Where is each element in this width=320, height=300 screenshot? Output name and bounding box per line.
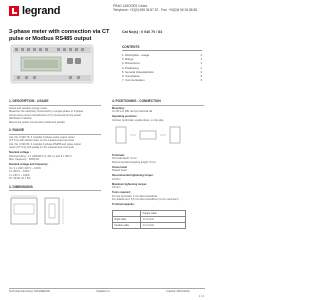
company-address — [113, 4, 209, 12]
contents-item[interactable]: 6. Compliance 3 — [122, 74, 202, 79]
subheading: Terminal capacity: — [112, 203, 135, 207]
paragraph-line: Slotted head — [112, 169, 127, 173]
contents-heading: CONTENTS — [122, 45, 140, 49]
paragraph-line: Cat. No. 0 046 84: 4 modular 3-phase RS485 and pulse output — [9, 142, 81, 146]
paragraph-line: Max. frequency : 50/60 Hz — [9, 158, 40, 162]
footer-divider — [9, 288, 205, 289]
paragraph-line: 3 x 230 V ~ ±20% — [9, 173, 30, 177]
paragraph-line: distribution network. — [9, 117, 33, 121]
contents-item[interactable]: 4. Positioning 1 — [122, 65, 202, 70]
brand-name: legrand — [22, 5, 61, 17]
legrand-logo-icon — [9, 6, 19, 16]
paragraph-line: Un: 3 x 230 / 400 V ~ ±20% — [9, 166, 41, 170]
table-cell: Flexible cable — [113, 222, 141, 228]
contents-item[interactable]: 7. Communication 3 — [122, 78, 202, 83]
divider — [9, 134, 101, 135]
section-heading: 2. RANGE — [9, 128, 25, 133]
contents-list — [122, 53, 202, 82]
document-title: 3-phase meter with connection via CT pulse or Modbus RS485 output — [9, 29, 110, 42]
table-cell: 1 to 6 mm² — [141, 216, 186, 222]
subheading: Mounting: — [112, 106, 125, 110]
subheading: Terminals: — [112, 153, 125, 157]
contents-item[interactable]: 2. Range 1 — [122, 57, 202, 62]
paragraph-line: Terminal depth: 6 mm — [112, 157, 137, 161]
table-row — [113, 222, 186, 228]
contents-item[interactable]: 5. General characteristics 2 — [122, 69, 202, 74]
subheading: Recommended tightening torque: — [112, 174, 154, 178]
subheading: Nominal voltage : — [9, 151, 31, 155]
dimensions-drawing — [9, 194, 71, 228]
paragraph-line: Nominal rating : 3 x 230/400 V (L-N/L-L) and 3 x 400 V — [9, 154, 72, 158]
positioning-diagram — [112, 124, 192, 146]
paragraph-line: Active and reactive energy meter. — [9, 106, 48, 110]
paragraph-line: For the terminals: 3 mm flat screwdriver — [112, 194, 158, 198]
contents-item[interactable]: 1. Description - usage 1 — [122, 53, 202, 57]
subheading: Maximum tightening torque: — [112, 182, 147, 186]
divider — [9, 190, 101, 191]
section-heading: 3. DIMENSIONS — [9, 184, 33, 189]
paragraph-line: (CT 5 A) with partial meter on the measurement terminal. — [9, 139, 75, 143]
left-column — [9, 97, 101, 233]
footer-created: Created: 08/12/2012 — [166, 290, 190, 293]
paragraph-line: Cat. No. 0 046 70: 4 modular 3-phase pulse output meter — [9, 135, 75, 139]
divider — [122, 50, 202, 51]
paragraph-line: Fn: 50-60 Hz ± 5% — [9, 177, 31, 181]
contents-item[interactable]: 3. Dimensions 1 — [122, 61, 202, 66]
subheading: Nominal voltage and frequency: — [9, 163, 49, 167]
section-heading: 4. POSITIONING - CONNECTION — [112, 99, 161, 103]
paragraph-line: Recommended stripping length: 8 mm — [112, 160, 156, 164]
section-heading: 1. DESCRIPTION - USAGE — [9, 99, 49, 103]
company-line: Telephone: +33(0) 555 06 87 87 - Fax: +33(0)5 55 06 88 88 — [113, 8, 197, 12]
table-cell: 1 to 4 mm² — [141, 222, 186, 228]
table-header-cell: Copper cable — [141, 210, 186, 216]
legrand-logo — [9, 5, 60, 17]
right-column — [112, 97, 204, 229]
subheading: Tools required: — [112, 191, 131, 195]
company-line: PRAD LIMOGES Cedex — [113, 4, 148, 8]
divider — [9, 105, 101, 106]
paragraph-line: 0.6 Nm — [112, 186, 121, 190]
paragraph-line: For attachment: 5.5 mm flat screwdriver (4 mm maximum) — [112, 198, 179, 202]
paragraph-line: On 35 mm DIN rail symmetrical rail — [112, 110, 153, 114]
terminal-capacity-table — [112, 210, 186, 229]
paragraph-line: 0.5 Nm — [112, 177, 121, 181]
meter-product-image — [9, 44, 101, 85]
paragraph-line: Vertical, horizontal, upside down, on the side — [112, 118, 164, 122]
paragraph-line: Meters the power consumption (total and partial). — [9, 120, 66, 124]
page-number: 1 / 3 — [198, 295, 204, 298]
table-cell: Rigid cable — [113, 216, 141, 222]
paragraph-line: circuit using current transformers (CT) connected on the power — [9, 113, 82, 117]
footer-datasheet-ref: Technical data sheet: F01909EN/00 — [9, 290, 51, 293]
divider — [112, 105, 204, 106]
subheading: Screw head: — [112, 165, 128, 169]
paragraph-line: meter (CT 5 A) with partial on the measurement terminal. — [9, 146, 75, 150]
catalogue-number: Cat No(s) : 0 046 70 / 84 — [122, 30, 163, 34]
subheading: Operating positions: — [112, 115, 138, 119]
paragraph-line: Measures the electricity consumed by a single-phase or 3-phase — [9, 110, 84, 114]
paragraph-line: 3 x 400 V ~ ±20% — [9, 170, 30, 174]
footer-updated: Updated on: — [96, 290, 111, 293]
